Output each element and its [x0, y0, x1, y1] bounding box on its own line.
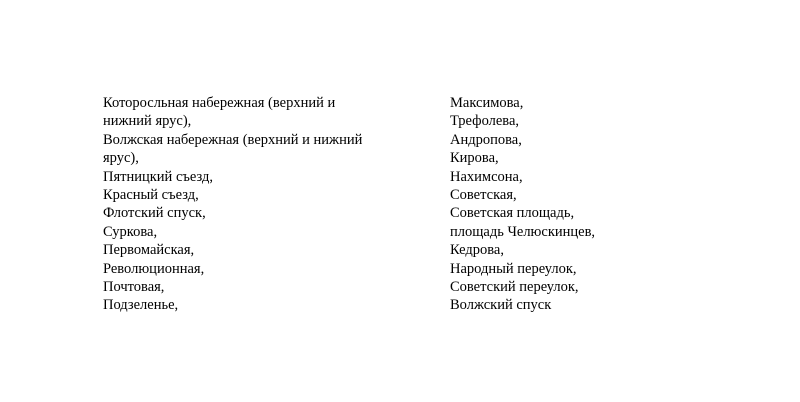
street-line: ярус), — [103, 150, 139, 167]
street-line: Первомайская, — [103, 242, 195, 259]
street-line: Суркова, — [103, 223, 158, 240]
street-line: Кедрова, — [450, 242, 504, 259]
street-line: Пятницкий съезд, — [103, 168, 213, 185]
street-line: Народный переулок, — [450, 260, 577, 277]
street-line: Советская площадь, — [450, 205, 575, 222]
street-line: Почтовая, — [103, 279, 165, 296]
street-line: Революционная, — [103, 260, 205, 277]
street-line: Подзеленье, — [103, 297, 179, 314]
street-line: площадь Челюскинцев, — [450, 223, 596, 240]
street-line: Андропова, — [450, 131, 522, 148]
street-list-right — [450, 94, 750, 315]
street-line: Которосльная набережная (верхний и — [103, 95, 336, 111]
street-line: Волжская набережная (верхний и нижний — [103, 131, 363, 148]
street-line: Советский переулок, — [450, 279, 579, 296]
street-line: Кирова, — [450, 150, 499, 167]
street-line: Флотский спуск, — [103, 205, 206, 222]
street-list-left — [103, 94, 403, 315]
street-line: Максимова, — [450, 95, 524, 111]
street-line: Нахимсона, — [450, 168, 523, 185]
street-line: Советская, — [450, 187, 517, 204]
street-line: Трефолева, — [450, 113, 520, 130]
street-line: Красный съезд, — [103, 187, 199, 204]
street-line: Волжский спуск — [450, 297, 552, 314]
street-line: нижний ярус), — [103, 113, 192, 130]
